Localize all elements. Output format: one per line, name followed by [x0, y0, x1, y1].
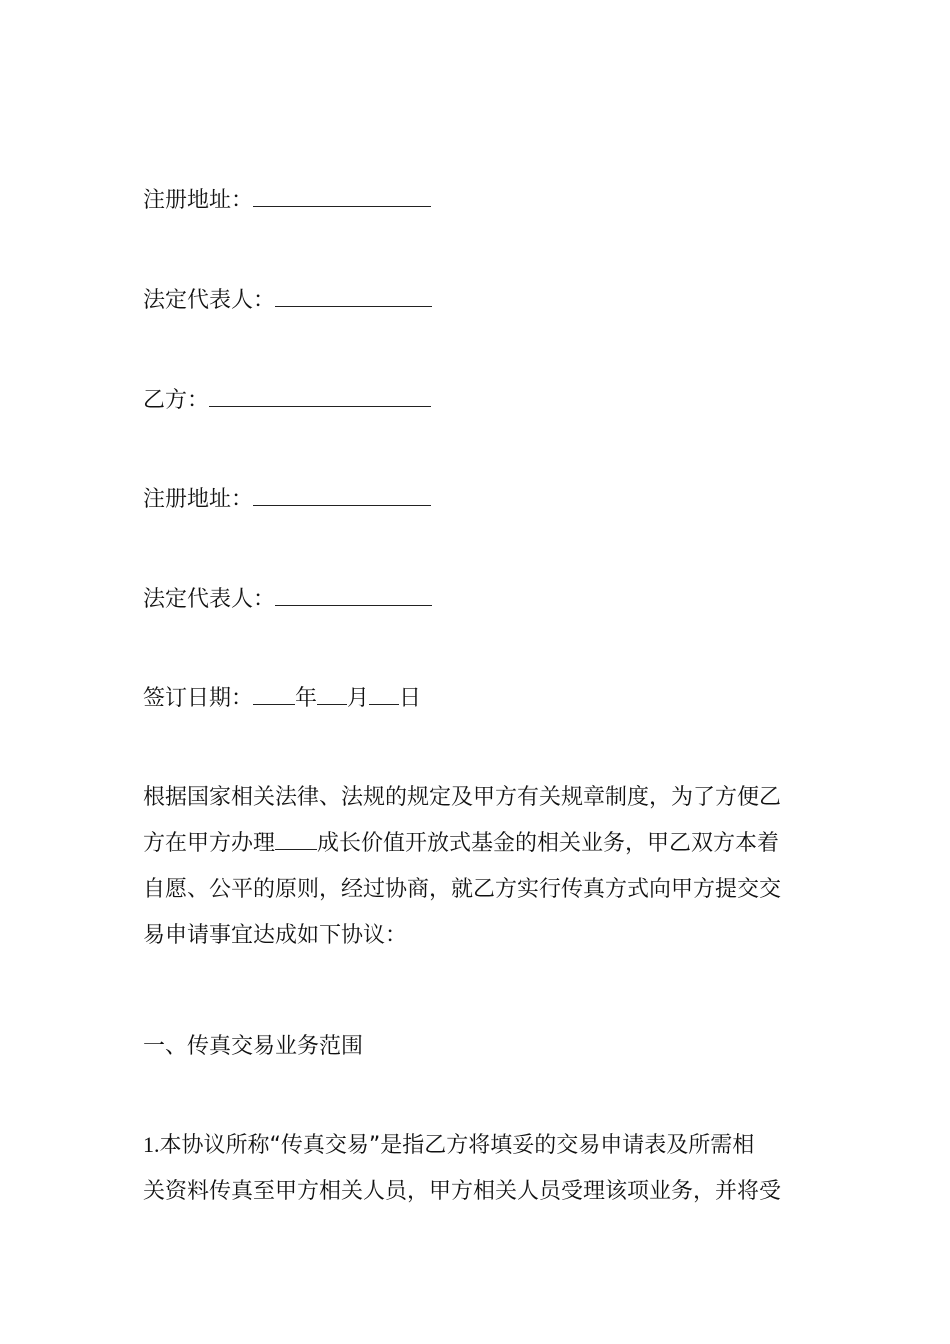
legal-rep-blank — [275, 585, 432, 606]
intro-line: 易申请事宜达成如下协议： — [143, 923, 408, 948]
month-label: 月 — [347, 686, 370, 711]
reg-address-label: 注册地址： — [143, 188, 254, 213]
day-blank — [369, 684, 399, 705]
legal-rep-blank — [275, 286, 432, 307]
party-b-label: 乙方： — [143, 388, 210, 413]
year-blank — [253, 684, 295, 705]
reg-address-blank — [253, 485, 431, 506]
sign-date-label: 签订日期： — [143, 686, 254, 711]
party-b-blank — [209, 386, 431, 407]
sign-date-field — [143, 684, 421, 714]
item-line: 关资料传真至甲方相关人员，甲方相关人员受理该项业务，并将受 — [143, 1179, 782, 1204]
intro-line — [143, 821, 813, 867]
fund-name-blank — [275, 829, 317, 850]
reg-address-blank — [253, 186, 431, 207]
year-label: 年 — [295, 686, 318, 711]
item-number: 1. — [143, 1132, 160, 1157]
item-text: 本协议所称“传真交易”是指乙方将填妥的交易申请表及所需相 — [159, 1133, 755, 1158]
section-title: 一、传真交易业务范围 — [143, 1034, 364, 1059]
legal-rep-label: 法定代表人： — [143, 587, 276, 612]
day-label: 日 — [399, 686, 422, 711]
month-blank — [317, 684, 347, 705]
item-line — [143, 1122, 813, 1169]
legal-rep-field-2 — [143, 585, 432, 615]
section-item-1 — [143, 1122, 813, 1215]
intro-line-part: 方在甲方办理 — [143, 831, 276, 856]
legal-rep-field-1 — [143, 286, 432, 316]
section-heading — [143, 1024, 813, 1070]
legal-rep-label: 法定代表人： — [143, 288, 276, 313]
reg-address-label: 注册地址： — [143, 487, 254, 512]
intro-line-part: 成长价值开放式基金的相关业务，甲乙双方本着 — [317, 831, 780, 856]
reg-address-field-2 — [143, 485, 431, 515]
intro-line: 自愿、公平的原则，经过协商，就乙方实行传真方式向甲方提交交 — [143, 877, 782, 902]
reg-address-field-1 — [143, 186, 431, 216]
intro-paragraph — [143, 775, 813, 959]
intro-line: 根据国家相关法律、法规的规定及甲方有关规章制度，为了方便乙 — [143, 785, 782, 810]
party-b-field — [143, 386, 431, 416]
